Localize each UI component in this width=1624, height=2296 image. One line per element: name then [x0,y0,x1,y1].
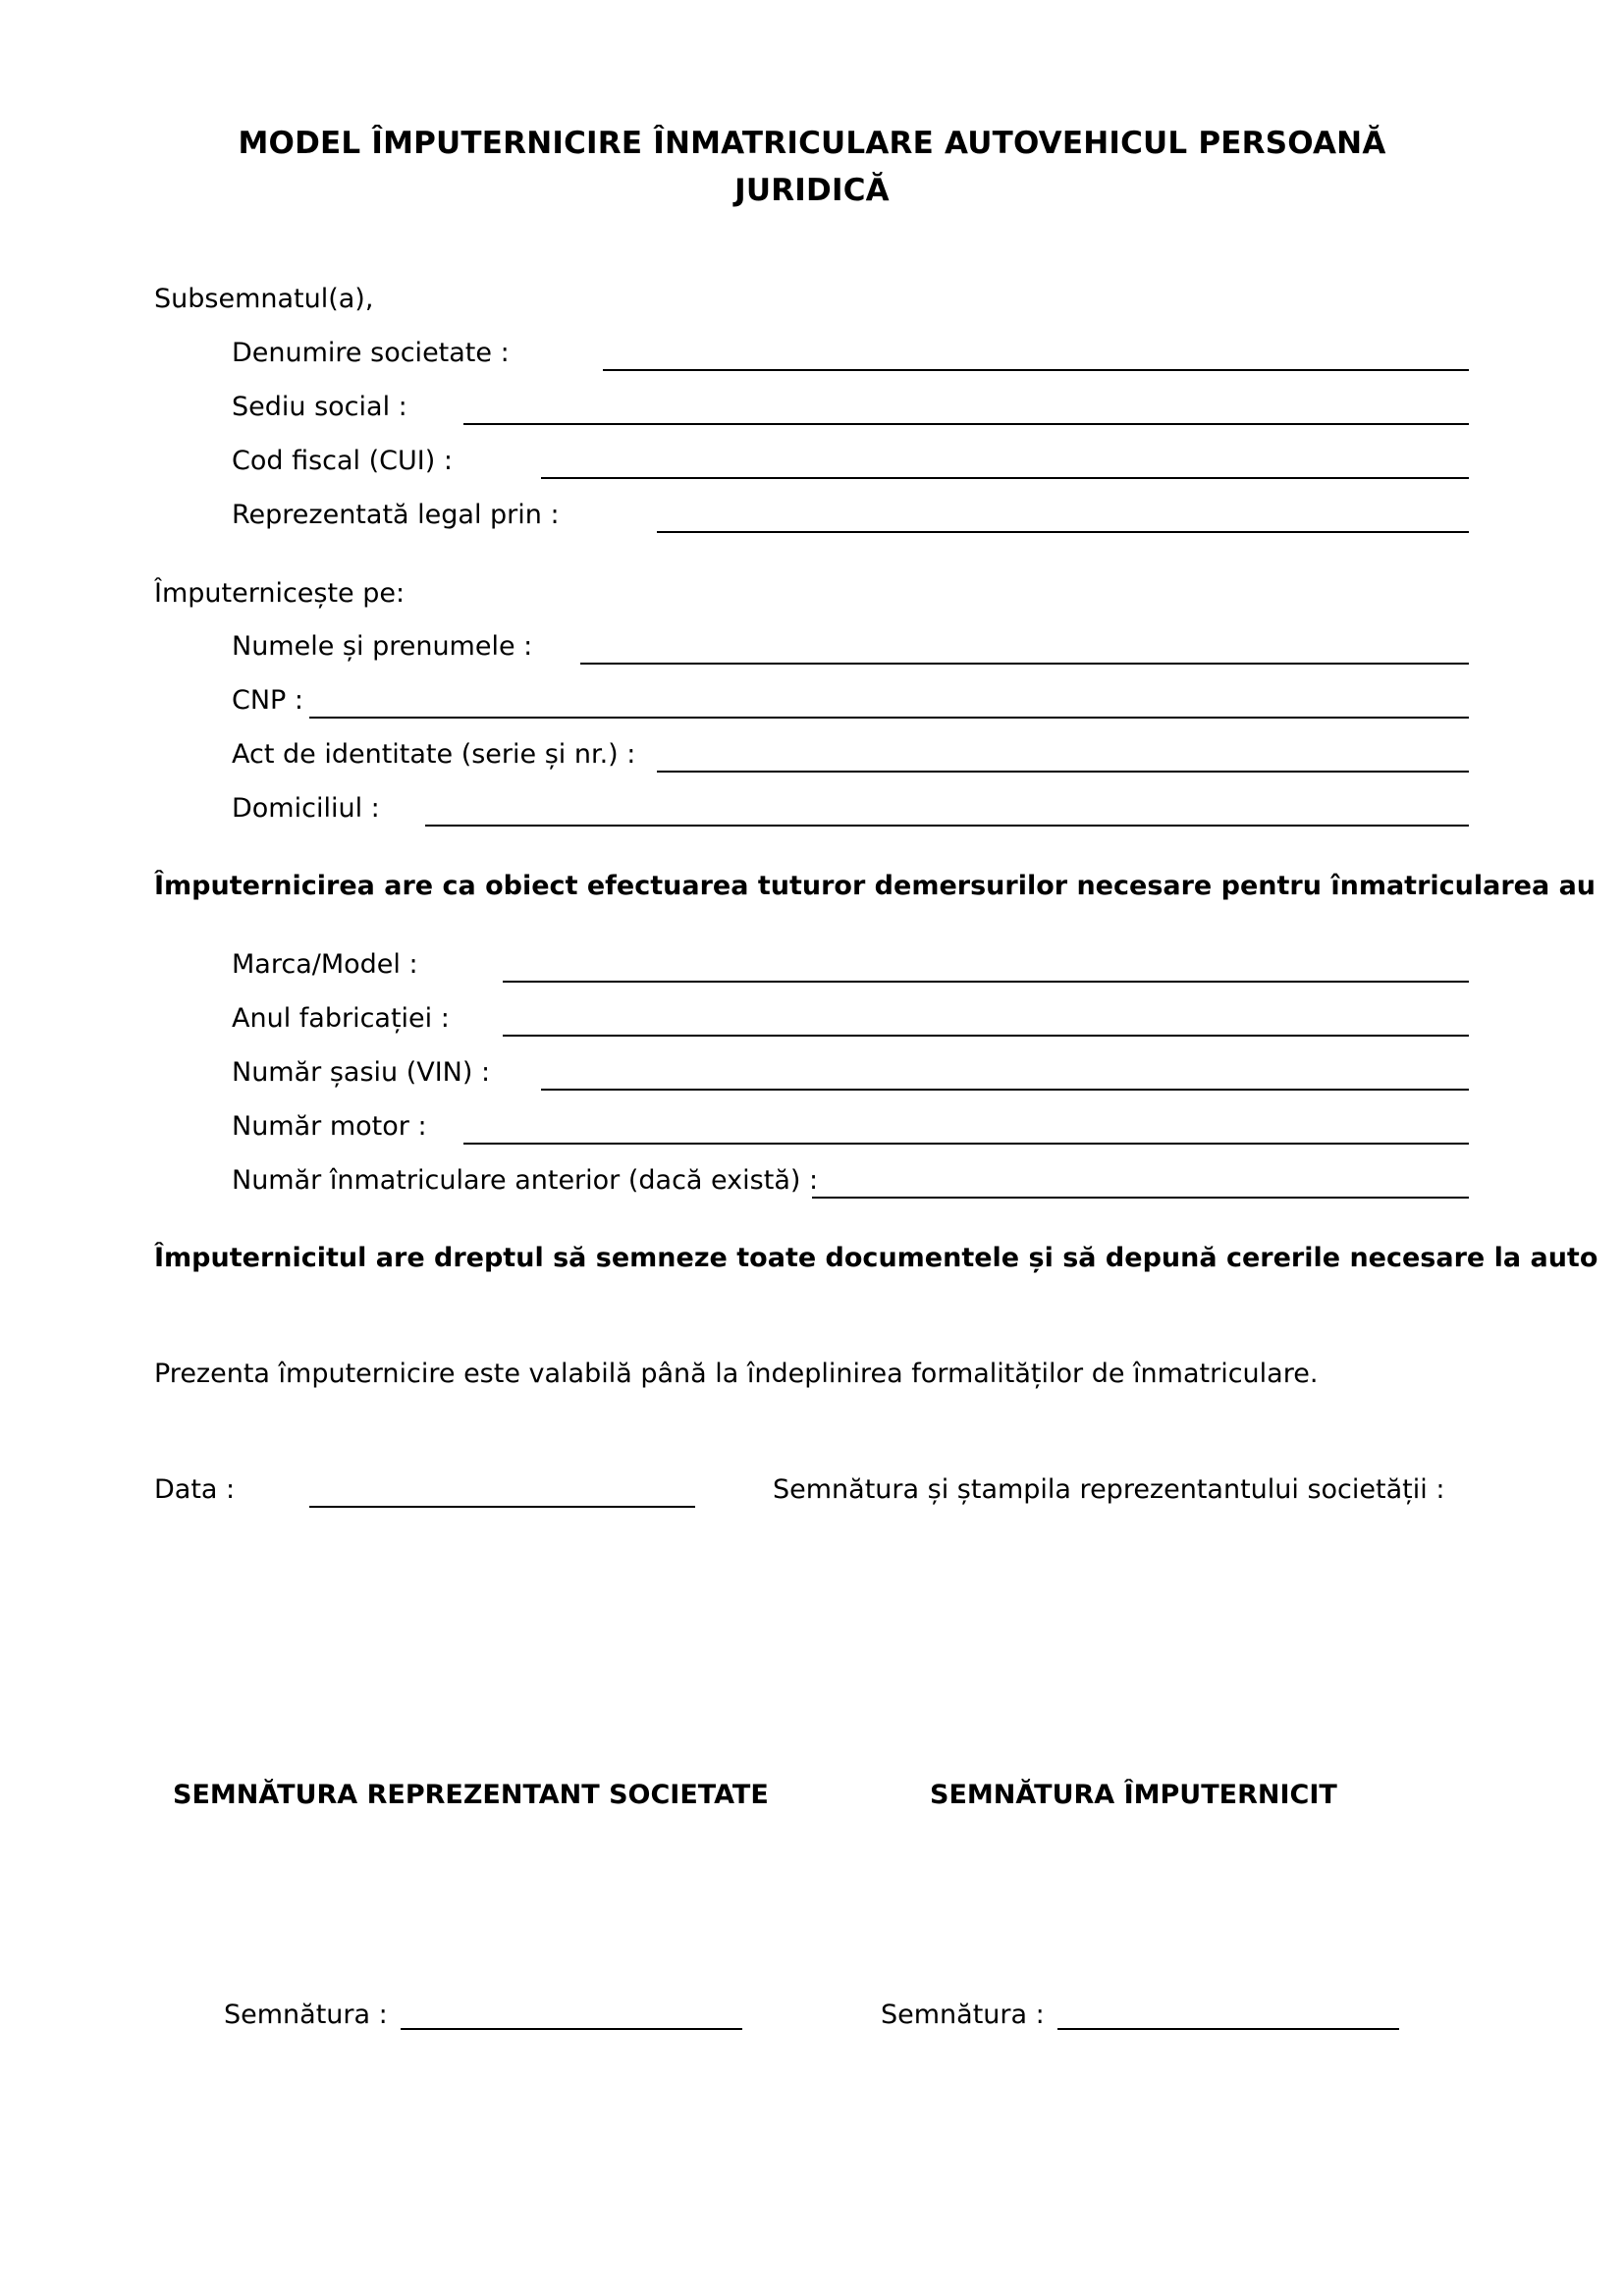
cnp-label: CNP : [232,685,304,716]
authorizes-text: Împuternicește pe: [154,578,406,609]
sig-agent-label: Semnătura : [881,2000,1045,2030]
id-doc-field[interactable] [657,771,1469,773]
intro-text: Subsemnatul(a), [154,284,374,314]
title-line-1: MODEL ÎMPUTERNICIRE ÎNMATRICULARE AUTOVEHICUL PERSOANĂ [238,126,1386,161]
engine-number-label: Număr motor : [232,1111,427,1142]
company-seat-field[interactable] [463,423,1469,425]
agent-name-field[interactable] [580,663,1469,665]
object-statement: Împuternicirea are ca obiect efectuarea tuturor demersurilor necesare pentru înmatricularea au [154,871,1597,901]
date-label: Data : [154,1474,236,1505]
vin-label: Număr șasiu (VIN) : [232,1057,491,1088]
prev-reg-field[interactable] [812,1197,1469,1199]
stamp-label: Semnătura și ștampila reprezentantului societății : [773,1474,1445,1505]
title-line-2: JURIDICĂ [734,173,890,208]
cnp-field[interactable] [309,717,1469,719]
company-seat-label: Sediu social : [232,392,407,422]
legal-rep-label: Reprezentată legal prin : [232,500,560,530]
sig-company-heading: SEMNĂTURA REPREZENTANT SOCIETATE [173,1780,769,1810]
sig-agent-heading: SEMNĂTURA ÎMPUTERNICIT [930,1780,1337,1810]
validity-text: Prezenta împuternicire este valabilă până la îndeplinirea formalităților de înmatriculare. [154,1359,1319,1389]
vehicle-make-label: Marca/Model : [232,949,418,980]
address-field[interactable] [425,825,1469,827]
vehicle-year-field[interactable] [503,1035,1469,1037]
fiscal-code-field[interactable] [541,477,1469,479]
prev-reg-label: Număr înmatriculare anterior (dacă există) : [232,1165,819,1196]
engine-number-field[interactable] [463,1143,1469,1145]
fiscal-code-label: Cod fiscal (CUI) : [232,446,453,476]
company-name-label: Denumire societate : [232,338,510,368]
company-name-field[interactable] [603,369,1469,371]
vehicle-year-label: Anul fabricației : [232,1003,450,1034]
agent-name-label: Numele și prenumele : [232,631,533,662]
date-field[interactable] [309,1506,695,1508]
address-label: Domiciliul : [232,793,380,824]
sig-company-label: Semnătura : [224,2000,388,2030]
id-doc-label: Act de identitate (serie și nr.) : [232,739,636,770]
sig-company-field[interactable] [401,2028,742,2030]
sig-agent-field[interactable] [1057,2028,1399,2030]
vehicle-make-field[interactable] [503,981,1469,983]
document-title [154,120,1470,214]
legal-rep-field[interactable] [657,531,1469,533]
rights-statement: Împuternicitul are dreptul să semneze toate documentele și să depună cererile necesare la auto [154,1243,1598,1273]
vin-field[interactable] [541,1089,1469,1091]
